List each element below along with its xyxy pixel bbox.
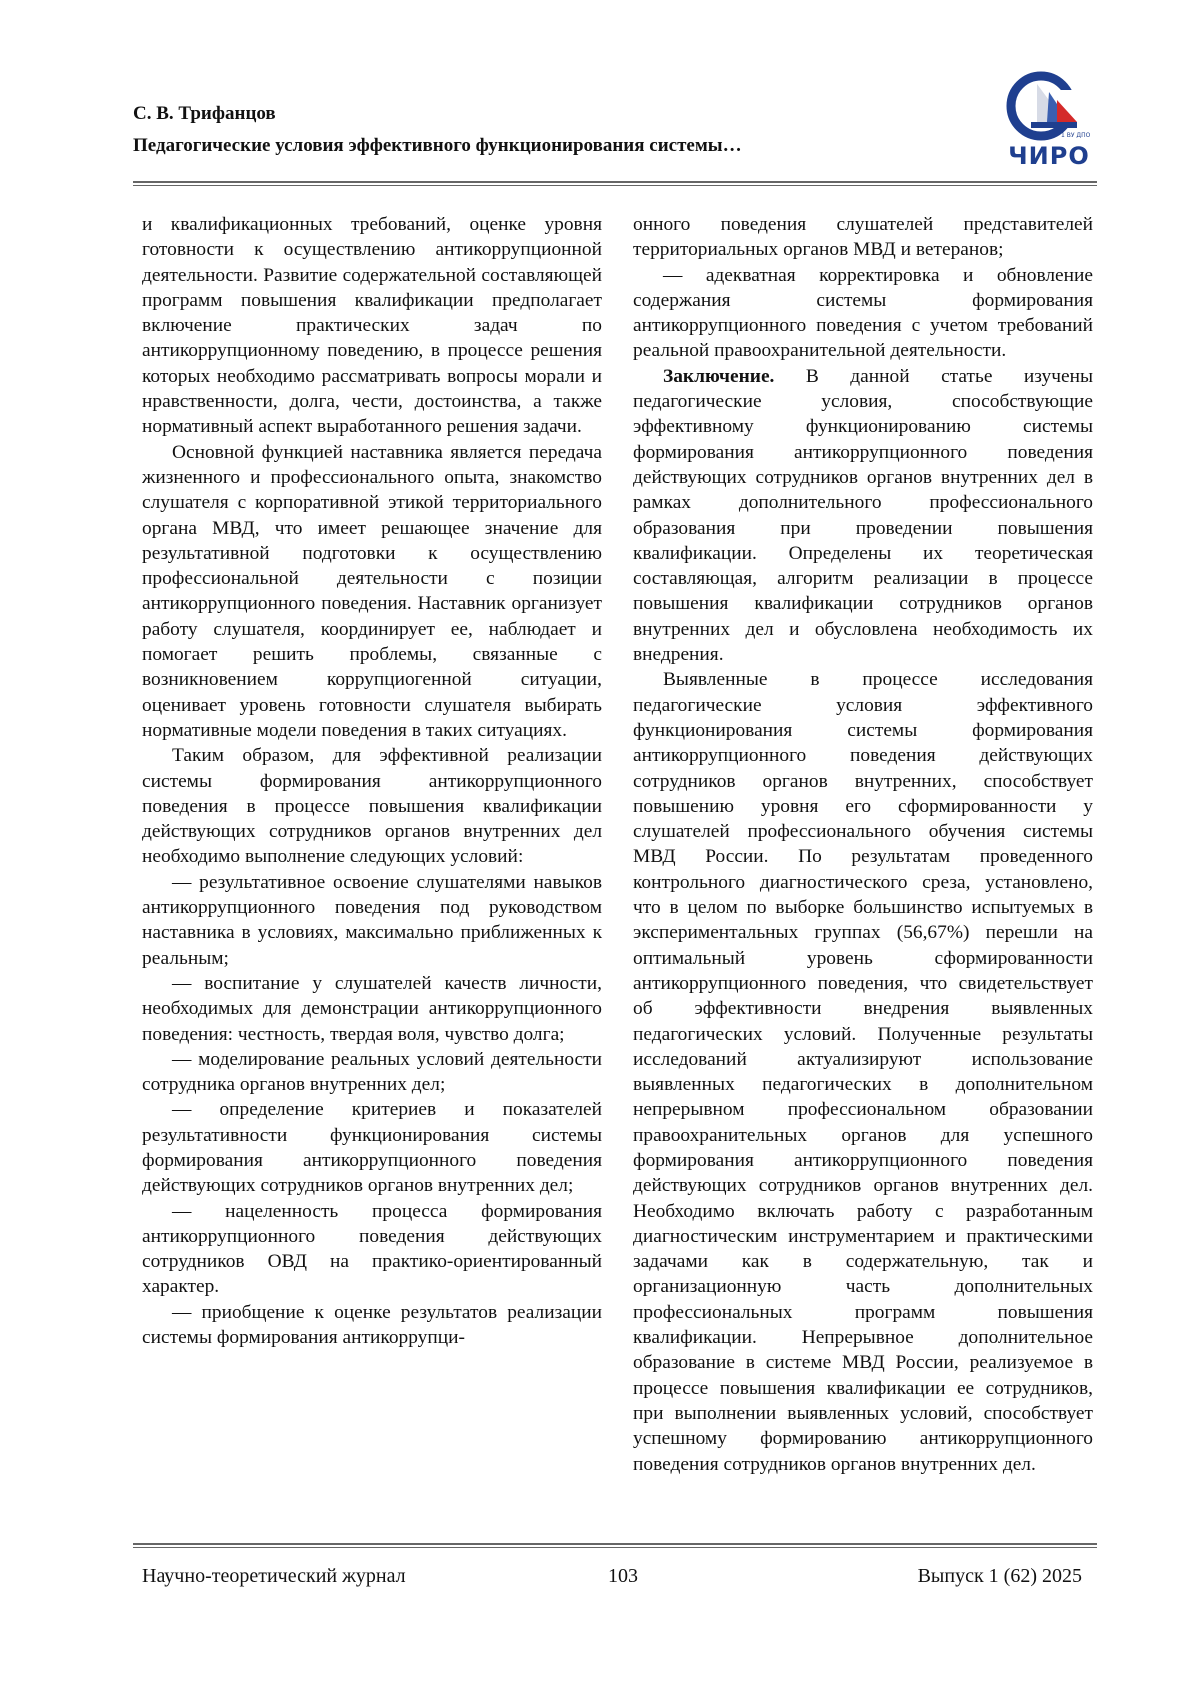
issue-info: Выпуск 1 (62) 2025 xyxy=(917,1565,1082,1587)
conclusion-text: В данной статье изучены педагогические условия, способствующие эффективному функционированию системы формирования антикоррупционного поведения действующих сотрудников органов внутренних дел в рамках дополнительного профессионального образования при проведении повышения квалификации. Определены их теоретическая составляющая, алгоритм реализации в процессе повышения квалификации сотрудников органов внутренних дел и обусловлена необходимость их внедрения. xyxy=(633,365,1093,666)
chiro-logo xyxy=(1003,70,1095,170)
conclusion-label: Заключение. xyxy=(663,365,775,387)
list-item: — определение критериев и показателей результативности функционирования системы формирования антикоррупционного поведения действующих сотрудников органов внутренних дел; xyxy=(142,1099,602,1197)
article-title: Педагогические условия эффективного функционирования системы… xyxy=(133,135,742,156)
list-item: — приобщение к оценке результатов реализации системы формирования антикоррупци- xyxy=(142,1301,602,1349)
page-number: 103 xyxy=(608,1565,638,1587)
paragraph: Основной функцией наставника является передача жизненного и профессионального опыта, знакомство слушателя с корпоративной этикой территориального органа МВД, что имеет решающее значение для результативной подготовки к осуществлению профессиональной деятельности с позиции антикоррупционного поведения. Наставник организует работу слушателя, координирует ее, наблюдает и помогает решить проблемы, связанные с возникновением коррупциогенной ситуации, оценивает уровень готовности слушателя выбирать нормативные модели поведения в таких ситуациях. xyxy=(142,441,602,741)
page-header xyxy=(133,96,1063,158)
conclusion-paragraph xyxy=(633,364,1093,668)
left-column xyxy=(142,212,602,1350)
list-item: — моделирование реальных условий деятельности сотрудника органов внутренних дел; xyxy=(142,1048,602,1096)
journal-name: Научно-теоретический журнал xyxy=(142,1565,406,1587)
header-divider xyxy=(133,181,1097,186)
list-item: — воспитание у слушателей качеств личности, необходимых для демонстрации антикоррупционного поведения: честность, твердая воля, чувство долга; xyxy=(142,972,602,1045)
list-item: — адекватная корректировка и обновление содержания системы формирования антикоррупционного поведения с учетом требований реальной правоохранительной деятельности. xyxy=(633,264,1093,362)
page-footer xyxy=(142,1565,1082,1593)
paragraph: Таким образом, для эффективной реализации системы формирования антикоррупционного поведения в процессе повышения квалификации действующих сотрудников органов внутренних дел необходимо выполнение следующих условий: xyxy=(142,745,602,868)
logo-subtitle: 1 ВУ ДПО xyxy=(1061,132,1091,139)
right-column xyxy=(633,212,1093,1477)
footer-divider xyxy=(133,1543,1097,1548)
logo-text: ЧИРО xyxy=(1008,142,1090,170)
author-name: С. В. Трифанцов xyxy=(133,103,276,124)
list-item: — нацеленность процесса формирования антикоррупционного поведения действующих сотрудников ОВД на практико-ориентированный характер. xyxy=(142,1200,602,1298)
paragraph: онного поведения слушателей представителей территориальных органов МВД и ветеранов; xyxy=(633,214,1093,261)
paragraph: и квалификационных требований, оценке уровня готовности к осуществлению антикоррупционной деятельности. Развитие содержательной составляющей программ повышения квалификации предполагает включение практических задач по антикоррупционному поведению, в процессе решения которых необходимо рассматривать вопросы морали и нравственности, долга, чести, достоинства, а также нормативный аспект выработанного решения задачи. xyxy=(142,214,602,438)
list-item: — результативное освоение слушателями навыков антикоррупционного поведения под руководством наставника в условиях, максимально приближенных к реальным; xyxy=(142,871,602,969)
paragraph: Выявленные в процессе исследования педагогические условия эффективного функционирования системы формирования антикоррупционного поведения действующих сотрудников органов внутренних, способствует повышению уровня его сформированности у слушателей профессионального обучения системы МВД России. По результатам проведенного контрольного диагностического среза, установлено, что в целом по выборке большинство испытуемых в экспериментальных группах (56,67%) перешли на оптимальный уровень сформированности антикоррупционного поведения, что свидетельствует об эффективности внедрения выявленных педагогических условий. Полученные результаты исследований актуализируют использование выявленных педагогических в дополнительном непрерывном профессиональном образовании правоохранительных органов для успешного формирования антикоррупционного поведения действующих сотрудников органов внутренних дел. Необходимо включать работу с разработанным диагностическим инструментарием и практическими задачами как в содержательную, так и организационную часть дополнительных профессиональных программ повышения квалификации. Непрерывное дополнительное образование в системе МВД России, реализуемое в процессе повышения квалификации ее сотрудников, при выполнении выявленных условий, способствует успешному формированию антикоррупционного поведения сотрудников органов внутренних дел. xyxy=(633,669,1093,1475)
